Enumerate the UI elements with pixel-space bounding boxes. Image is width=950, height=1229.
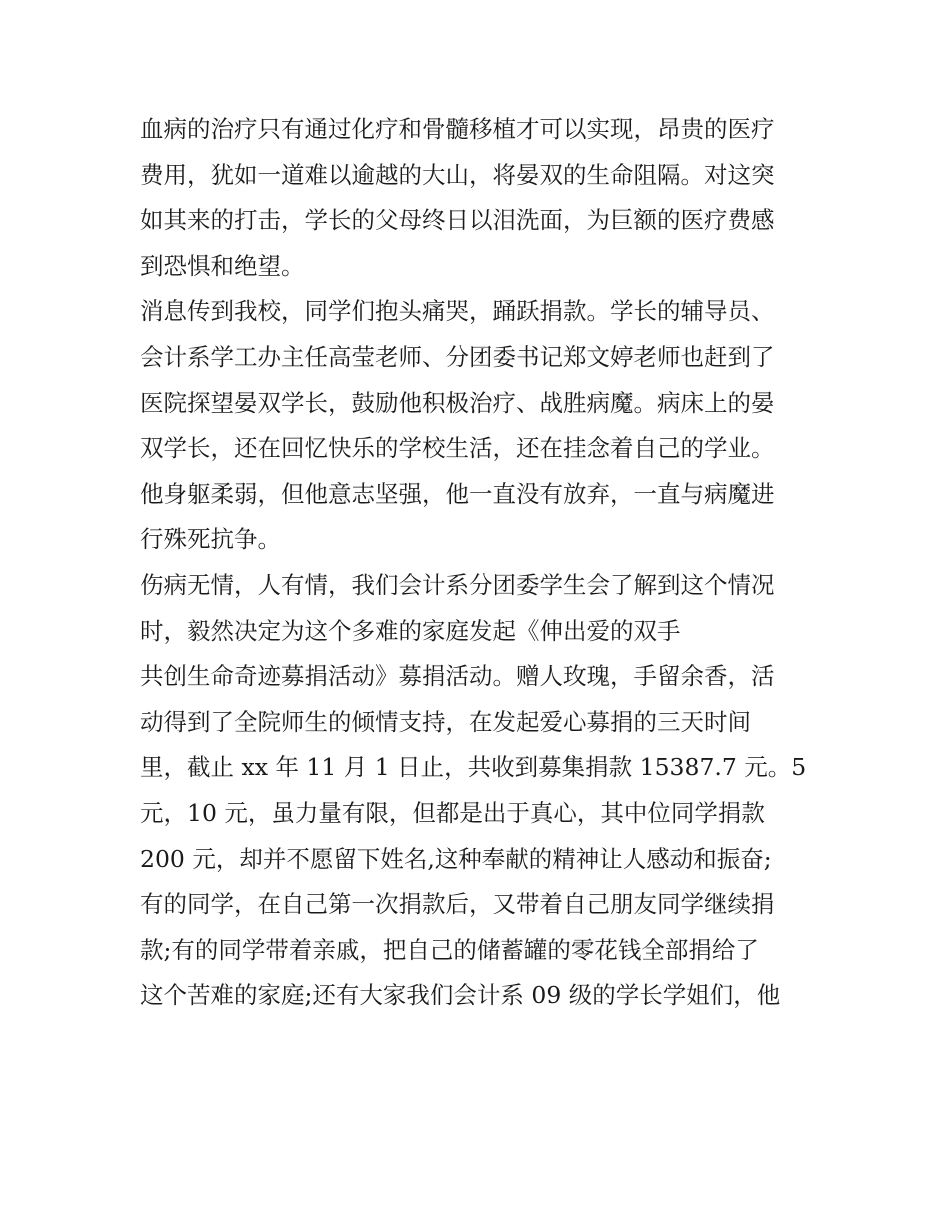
text-line: 消息传到我校，同学们抱头痛哭，踊跃捐款。学长的辅导员、 [140,297,775,326]
text-line: 时，毅然决定为这个多难的家庭发起《伸出爱的双手 [140,616,681,645]
body-text [140,107,820,1019]
text-line: 到恐惧和绝望。 [140,251,305,280]
text-line: 元，10 元，虽力量有限，但都是出于真心，其中位同学捐款 [140,798,765,827]
text-line: 双学长，还在回忆快乐的学校生活，还在挂念着自己的学业。 [140,434,775,463]
text-line: 他身躯柔弱，但他意志坚强，他一直没有放弃，一直与病魔进 [140,479,775,508]
text-line: 会计系学工办主任高莹老师、分团委书记郑文婷老师也赶到了 [140,342,775,371]
text-line: 200 元，却并不愿留下姓名,这种奉献的精神让人感动和振奋; [140,844,772,873]
text-line: 伤病无情，人有情，我们会计系分团委学生会了解到这个情况 [140,570,775,599]
text-line: 血病的治疗只有通过化疗和骨髓移植才可以实现，昂贵的医疗 [140,115,775,143]
text-line: 行殊死抗争。 [140,525,281,554]
text-line: 共创生命奇迹募捐活动》募捐活动。赠人玫瑰，手留余香，活 [140,662,775,691]
text-line: 如其来的打击，学长的父母终日以泪洗面，为巨额的医疗费感 [140,206,775,235]
text-line: 费用，犹如一道难以逾越的大山，将晏双的生命阻隔。对这突 [140,160,775,189]
text-line: 有的同学，在自己第一次捐款后，又带着自己朋友同学继续捐 [140,890,775,919]
text-line: 里，截止 xx 年 11 月 1 日止，共收到募集捐款 15387.7 元。5 [140,753,807,782]
text-line: 款;有的同学带着亲戚，把自己的储蓄罐的零花钱全部捐给了 [140,935,759,964]
text-line: 医院探望晏双学长，鼓励他积极治疗、战胜病魔。病床上的晏 [140,388,775,417]
text-line: 这个苦难的家庭;还有大家我们会计系 09 级的学长学姐们，他 [140,981,781,1010]
text-line: 动得到了全院师生的倾情支持，在发起爱心募捐的三天时间 [140,707,751,736]
